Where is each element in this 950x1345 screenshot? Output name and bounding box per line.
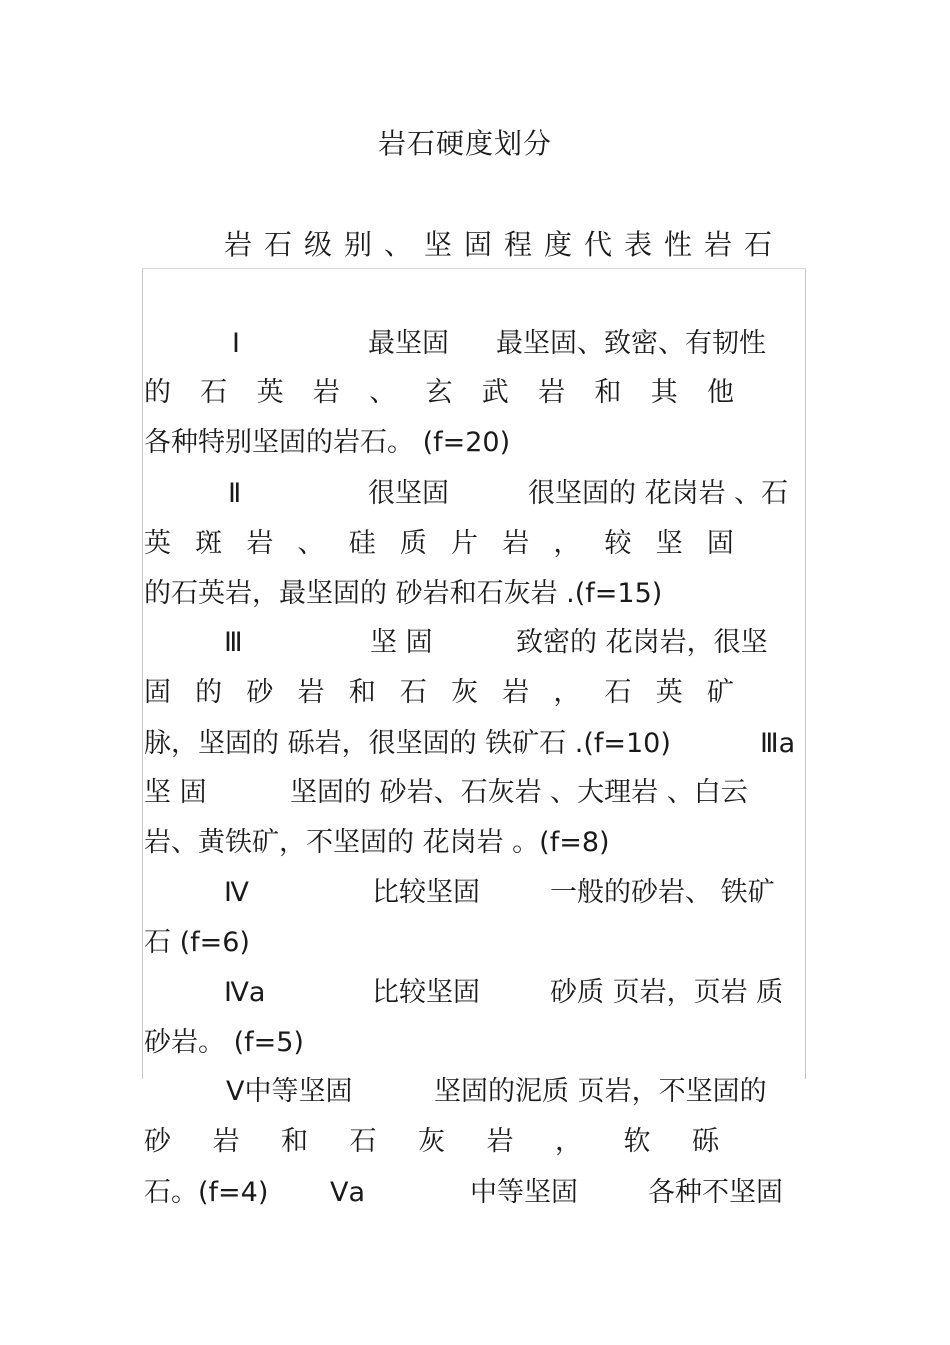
hardness-label: 很坚固 (368, 478, 449, 509)
spread-char: 的 (195, 677, 223, 708)
spread-char: 岩 (212, 1126, 240, 1157)
grade-label: Ⅲ (224, 627, 243, 658)
spread-char: 石 (604, 677, 632, 708)
grade-label: Ⅲa (760, 728, 796, 759)
hardness-label: 中等坚固 (470, 1177, 578, 1208)
row-5-line-2 (144, 1125, 719, 1159)
spread-char: 质 (399, 528, 427, 559)
spread-char: 固 (706, 528, 734, 559)
spread-char: 硅 (348, 528, 376, 559)
table-header: 岩石级别、坚固程度代表性岩石 (224, 228, 785, 261)
spread-char: 灰 (418, 1126, 445, 1157)
spread-char: 的 (144, 377, 171, 408)
grade-label: Ⅱ (228, 478, 242, 509)
spread-char: 他 (706, 377, 734, 408)
spread-char: 岩 (502, 528, 530, 559)
rock-description: 石 (f=6) (144, 927, 250, 958)
spread-char: 较 (604, 528, 632, 559)
rock-description: 各种特别坚固的岩石。 (f=20) (144, 427, 511, 458)
spread-char: 矿 (706, 677, 734, 708)
spread-char: 斑 (195, 528, 223, 559)
rock-description: 一般的砂岩、 铁矿 (550, 877, 775, 908)
rock-description: 石。(f=4) (144, 1177, 269, 1208)
hardness-label: 坚 固 (144, 777, 207, 808)
spread-char: 坚 (655, 528, 683, 559)
rock-description: 坚固的 砂岩、石灰岩 、大理岩 、白云 (290, 777, 748, 808)
grade-label: Ⅰ (232, 328, 240, 359)
spread-char: 岩 (538, 377, 566, 408)
spread-char: ， (553, 677, 581, 708)
spread-char: 岩 (297, 677, 325, 708)
spread-char: 和 (348, 677, 376, 708)
page-title: 岩石硬度划分 (377, 127, 552, 160)
rock-description: 坚固的泥质 页岩，不坚固的 (434, 1076, 767, 1107)
spread-char: 软 (623, 1126, 651, 1157)
spread-char: 岩 (502, 677, 530, 708)
grade-label: Ⅳa (224, 977, 266, 1008)
rock-description: 各种不坚固 (648, 1177, 783, 1208)
spread-char: 岩 (486, 1126, 514, 1157)
hardness-label: 比较坚固 (372, 977, 480, 1008)
spread-char: 玄 (425, 377, 453, 408)
spread-char: 其 (650, 377, 678, 408)
grade-label: Ⅳ (224, 877, 249, 908)
grade-label: Ⅴa (330, 1177, 366, 1208)
spread-char: 英 (256, 377, 284, 408)
row-3-line-2 (144, 676, 734, 710)
row-2-line-2 (144, 527, 734, 561)
rock-description: 砂质 页岩，页岩 质 (550, 977, 784, 1008)
spread-char: ， (553, 528, 581, 559)
spread-char: 英 (144, 528, 171, 559)
hardness-label: 比较坚固 (372, 877, 480, 908)
rock-description: 致密的 花岗岩，很坚 (516, 627, 768, 658)
spread-char: 岩 (246, 528, 274, 559)
rock-description: 脉，坚固的 砾岩，很坚固的 铁矿石 .(f=10) (144, 728, 671, 759)
spread-char: 、 (369, 377, 397, 408)
spread-char: 固 (144, 677, 171, 708)
row-1-line-2 (144, 376, 734, 410)
spread-char: 灰 (451, 677, 479, 708)
spread-char: 砂 (144, 1126, 171, 1157)
spread-char: ， (555, 1126, 582, 1157)
spread-char: 武 (481, 377, 509, 408)
spread-char: 英 (655, 677, 683, 708)
rock-description: 岩、黄铁矿，不坚固的 花岗岩 。(f=8) (144, 827, 610, 858)
rock-description: 最坚固、致密、有韧性 (496, 328, 766, 359)
rock-description: 砂岩。 (f=5) (144, 1027, 304, 1058)
spread-char: 、 (297, 528, 325, 559)
spread-char: 石 (349, 1126, 377, 1157)
hardness-label: 最坚固 (368, 328, 449, 359)
spread-char: 石 (399, 677, 427, 708)
spread-char: 砾 (692, 1126, 719, 1157)
spread-char: 片 (451, 528, 479, 559)
spread-char: 岩 (312, 377, 340, 408)
rock-description: 很坚固的 花岗岩 、石 (528, 478, 789, 509)
hardness-label: 坚 固 (370, 627, 433, 658)
spread-char: 和 (594, 377, 622, 408)
grade-hardness-label: Ⅴ中等坚固 (226, 1076, 353, 1107)
spread-char: 砂 (246, 677, 274, 708)
spread-char: 石 (200, 377, 228, 408)
spread-char: 和 (281, 1126, 308, 1157)
rock-description: 的石英岩，最坚固的 砂岩和石灰岩 .(f=15) (144, 578, 663, 609)
